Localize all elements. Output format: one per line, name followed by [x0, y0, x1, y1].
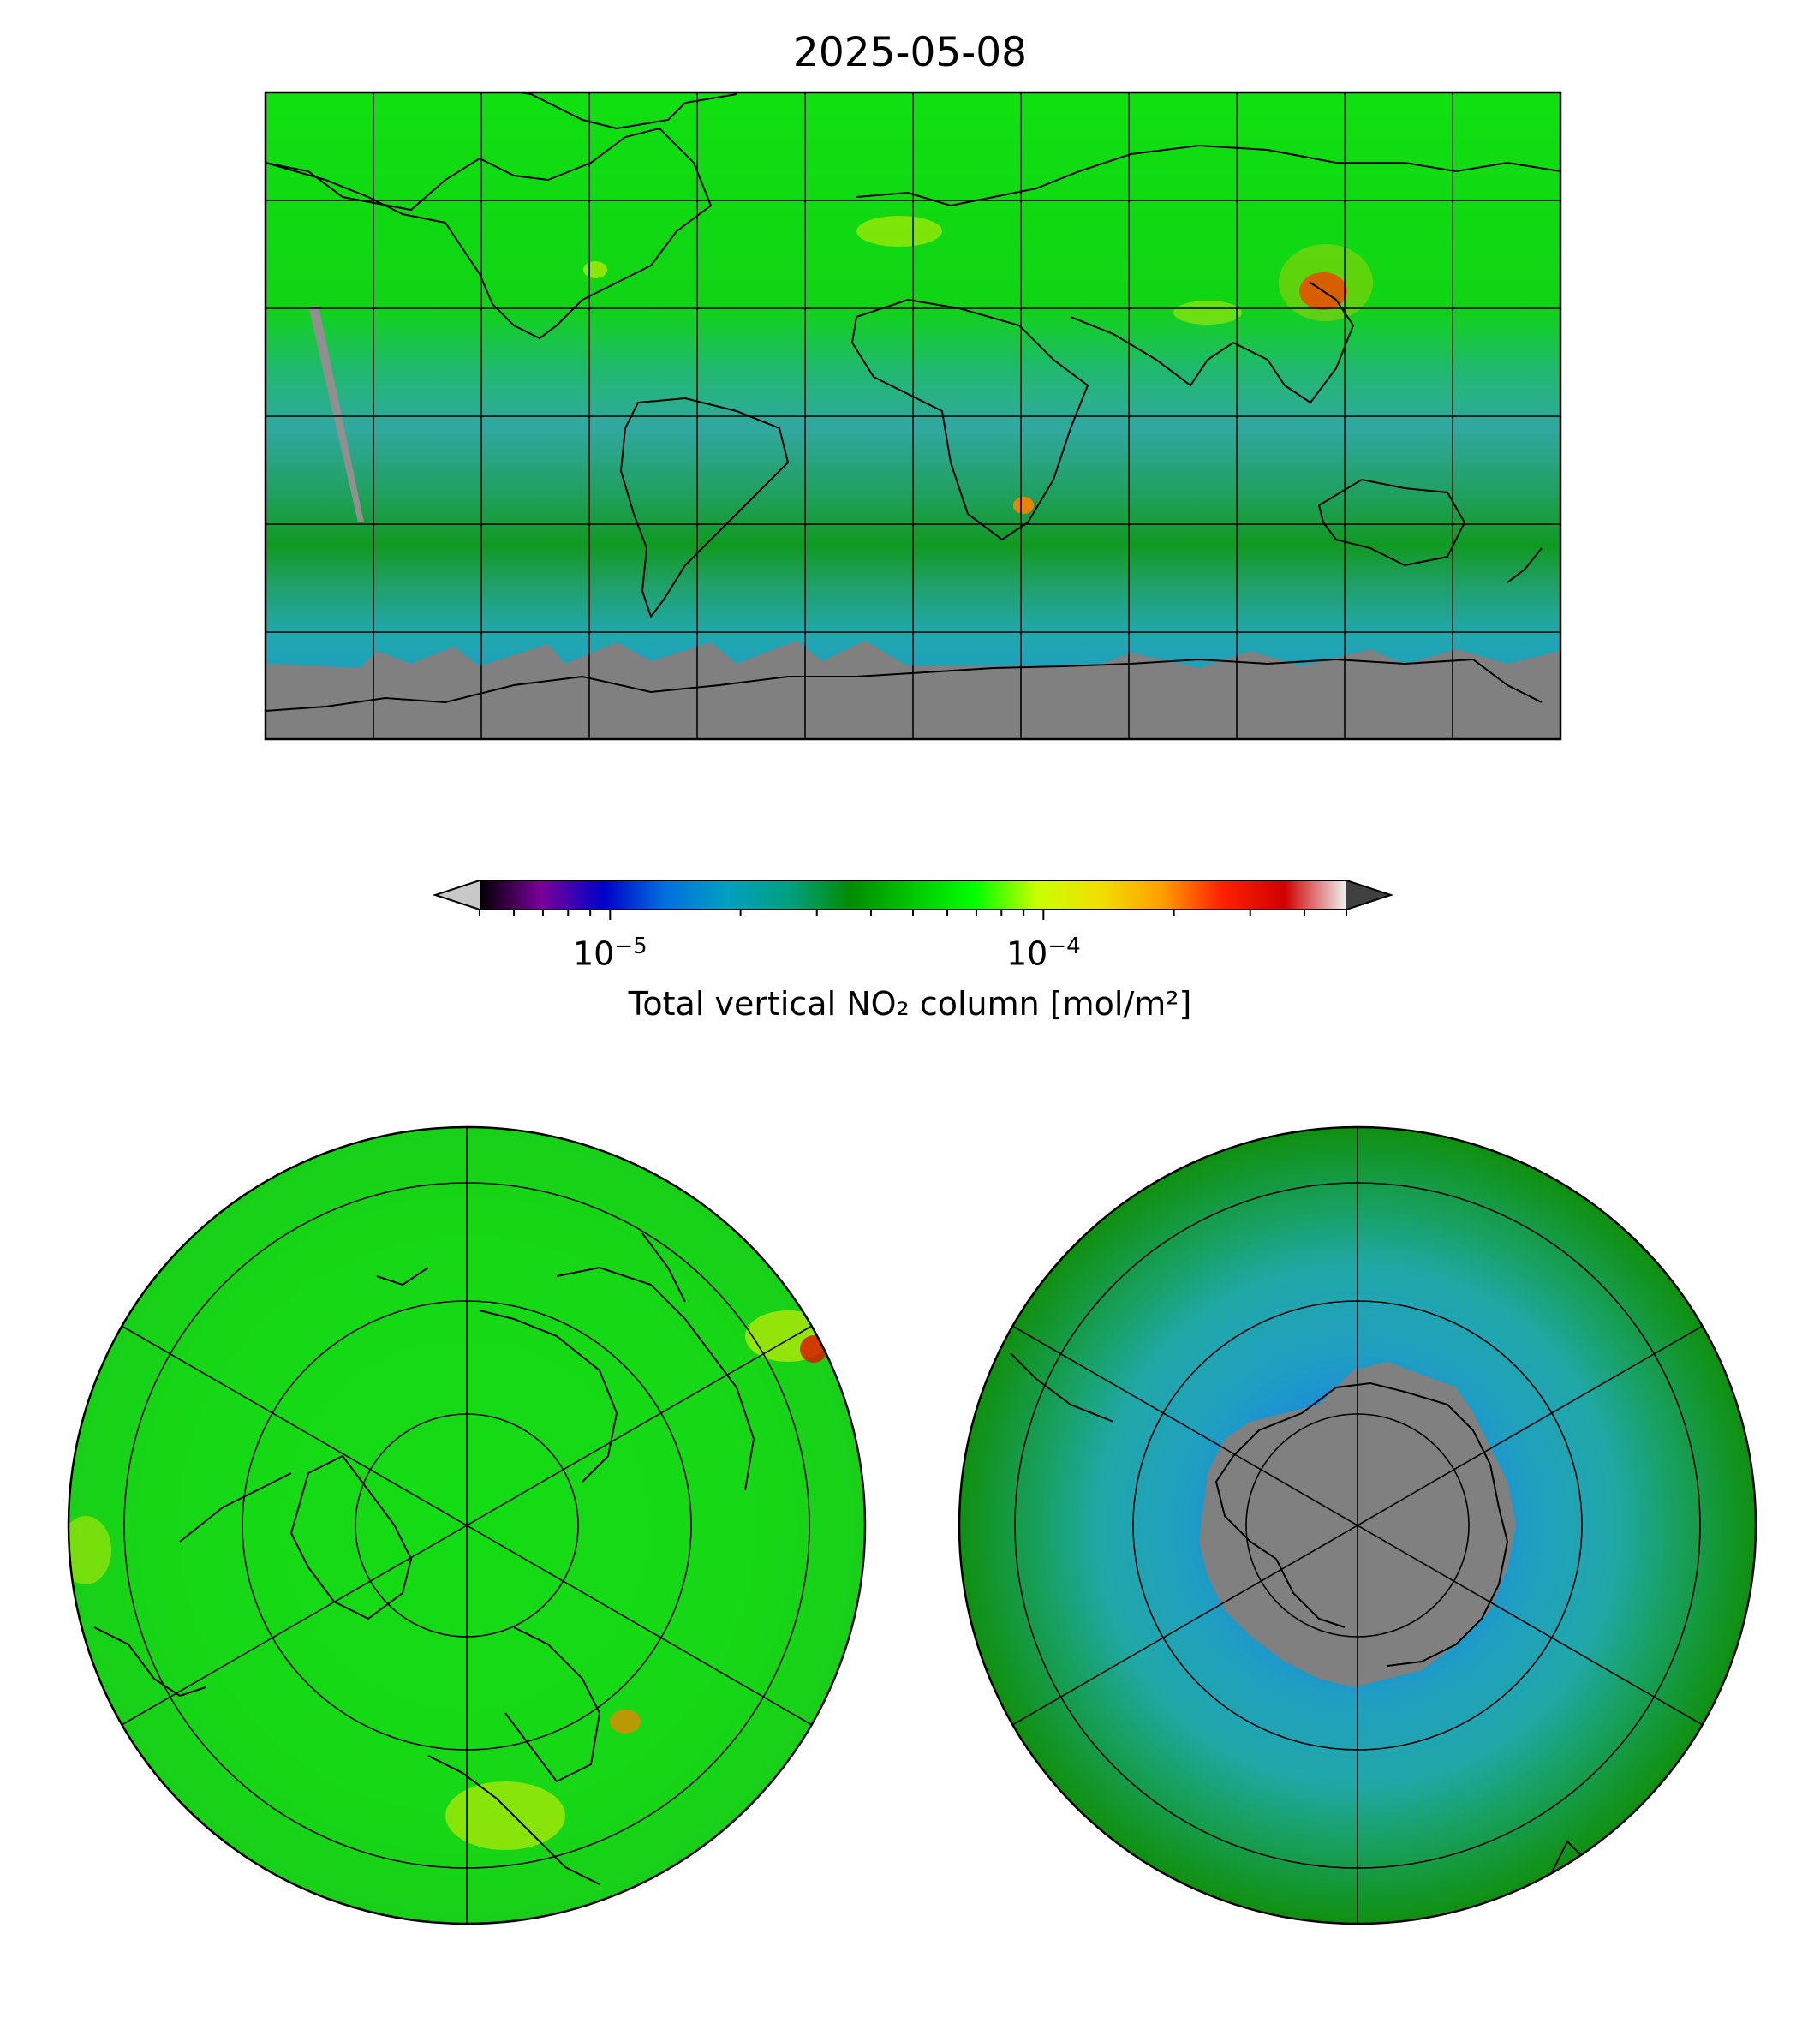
- hotspot-south-africa: [1013, 497, 1034, 514]
- colorbar: [435, 880, 1391, 920]
- colorbar-label: Total vertical NO₂ column [mol/m²]: [628, 985, 1192, 1023]
- colorbar-tick-label-1e-5: $10^{-5}$: [572, 934, 647, 973]
- hotspot-east-asia-halo: [1279, 244, 1373, 321]
- north-polar-map: [60, 1127, 865, 1924]
- map-title: 2025-05-08: [792, 29, 1028, 76]
- colorbar-gradient: [480, 880, 1346, 910]
- colorbar-tick-label-1e-4: $10^{-4}$: [1005, 934, 1081, 973]
- hotspot-north-america: [583, 261, 607, 278]
- colorbar-over-arrow: [1346, 880, 1391, 910]
- north-hotspot-europe: [445, 1781, 565, 1850]
- colorbar-under-arrow: [435, 880, 480, 910]
- north-hotspot-russia: [610, 1710, 641, 1734]
- global-map: [266, 86, 1560, 739]
- colorbar-ticks: [480, 910, 1346, 920]
- south-polar-map: [959, 1127, 1756, 1924]
- hotspot-india: [1173, 301, 1242, 325]
- hotspot-europe: [856, 216, 942, 247]
